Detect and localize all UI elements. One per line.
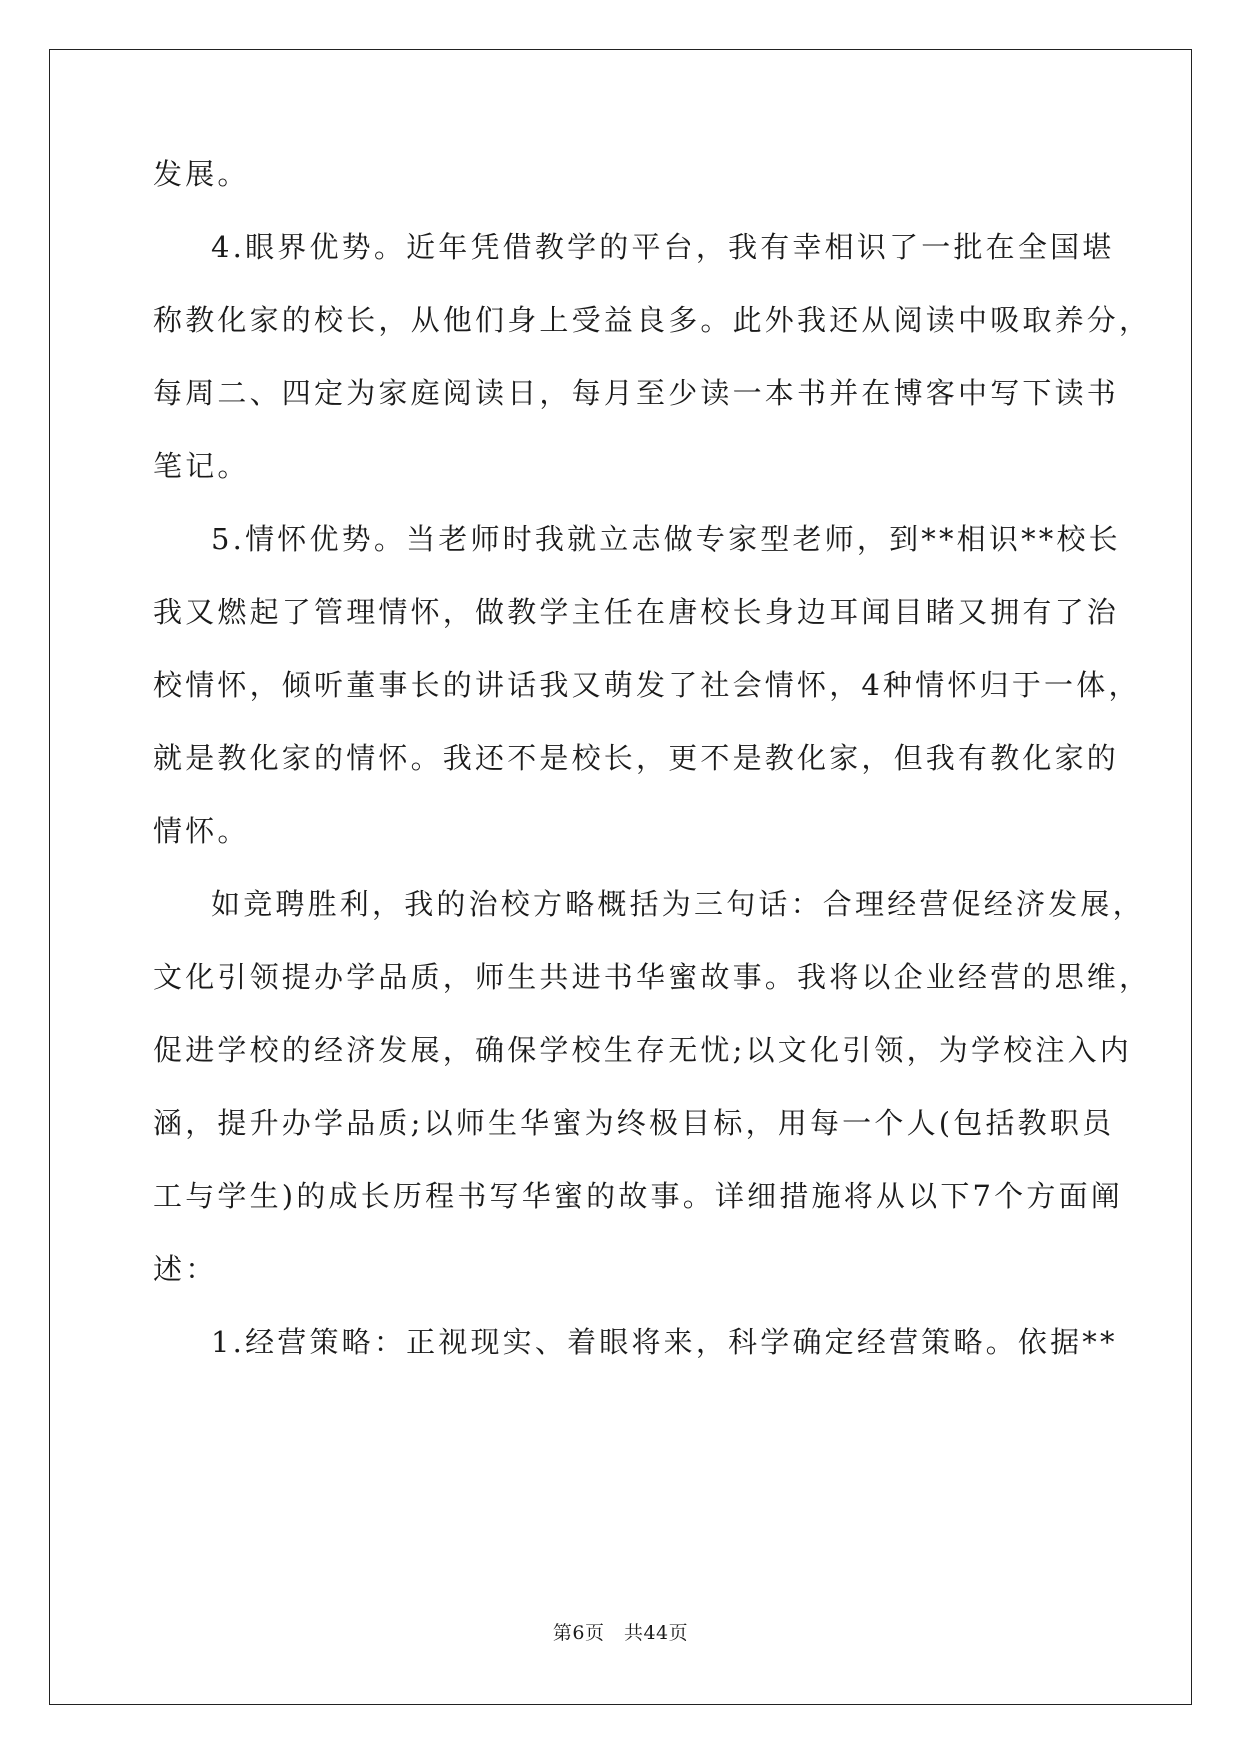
text-line: 促进学校的经济发展，确保学校生存无忧;以文化引领，为学校注入内 [153, 1033, 1132, 1067]
text-line: 发展。 [153, 157, 250, 191]
text-line: 笔记。 [153, 449, 250, 483]
text-line: 1.经营策略：正视现实、着眼将来，科学确定经营策略。依据** [211, 1325, 1118, 1359]
text-line: 称教化家的校长，从他们身上受益良多。此外我还从阅读中吸取养分， [153, 303, 1152, 337]
text-line: 情怀。 [153, 814, 250, 848]
text-line: 5.情怀优势。当老师时我就立志做专家型老师，到**相识**校长 [211, 522, 1121, 556]
text-line: 每周二、四定为家庭阅读日，每月至少读一本书并在博客中写下读书 [153, 376, 1120, 410]
page-border [49, 49, 1192, 1705]
text-line: 如竞聘胜利，我的治校方略概括为三句话：合理经营促经济发展， [211, 887, 1145, 921]
text-line: 文化引领提办学品质，师生共进书华蜜故事。我将以企业经营的思维， [153, 960, 1152, 994]
page-number: 第6页 共44页 [552, 1622, 689, 1644]
text-line: 工与学生)的成长历程书写华蜜的故事。详细措施将从以下7个方面阐 [153, 1179, 1123, 1213]
text-line: 校情怀，倾听董事长的讲话我又萌发了社会情怀，4种情怀归于一体， [153, 668, 1141, 702]
text-line: 述： [153, 1252, 218, 1286]
text-line: 涵，提升办学品质;以师生华蜜为终极目标，用每一个人(包括教职员 [153, 1106, 1115, 1140]
text-line: 就是教化家的情怀。我还不是校长，更不是教化家，但我有教化家的 [153, 741, 1120, 775]
text-line: 我又燃起了管理情怀，做教学主任在唐校长身边耳闻目睹又拥有了治 [153, 595, 1120, 629]
text-line: 4.眼界优势。近年凭借教学的平台，我有幸相识了一批在全国堪 [211, 230, 1115, 264]
